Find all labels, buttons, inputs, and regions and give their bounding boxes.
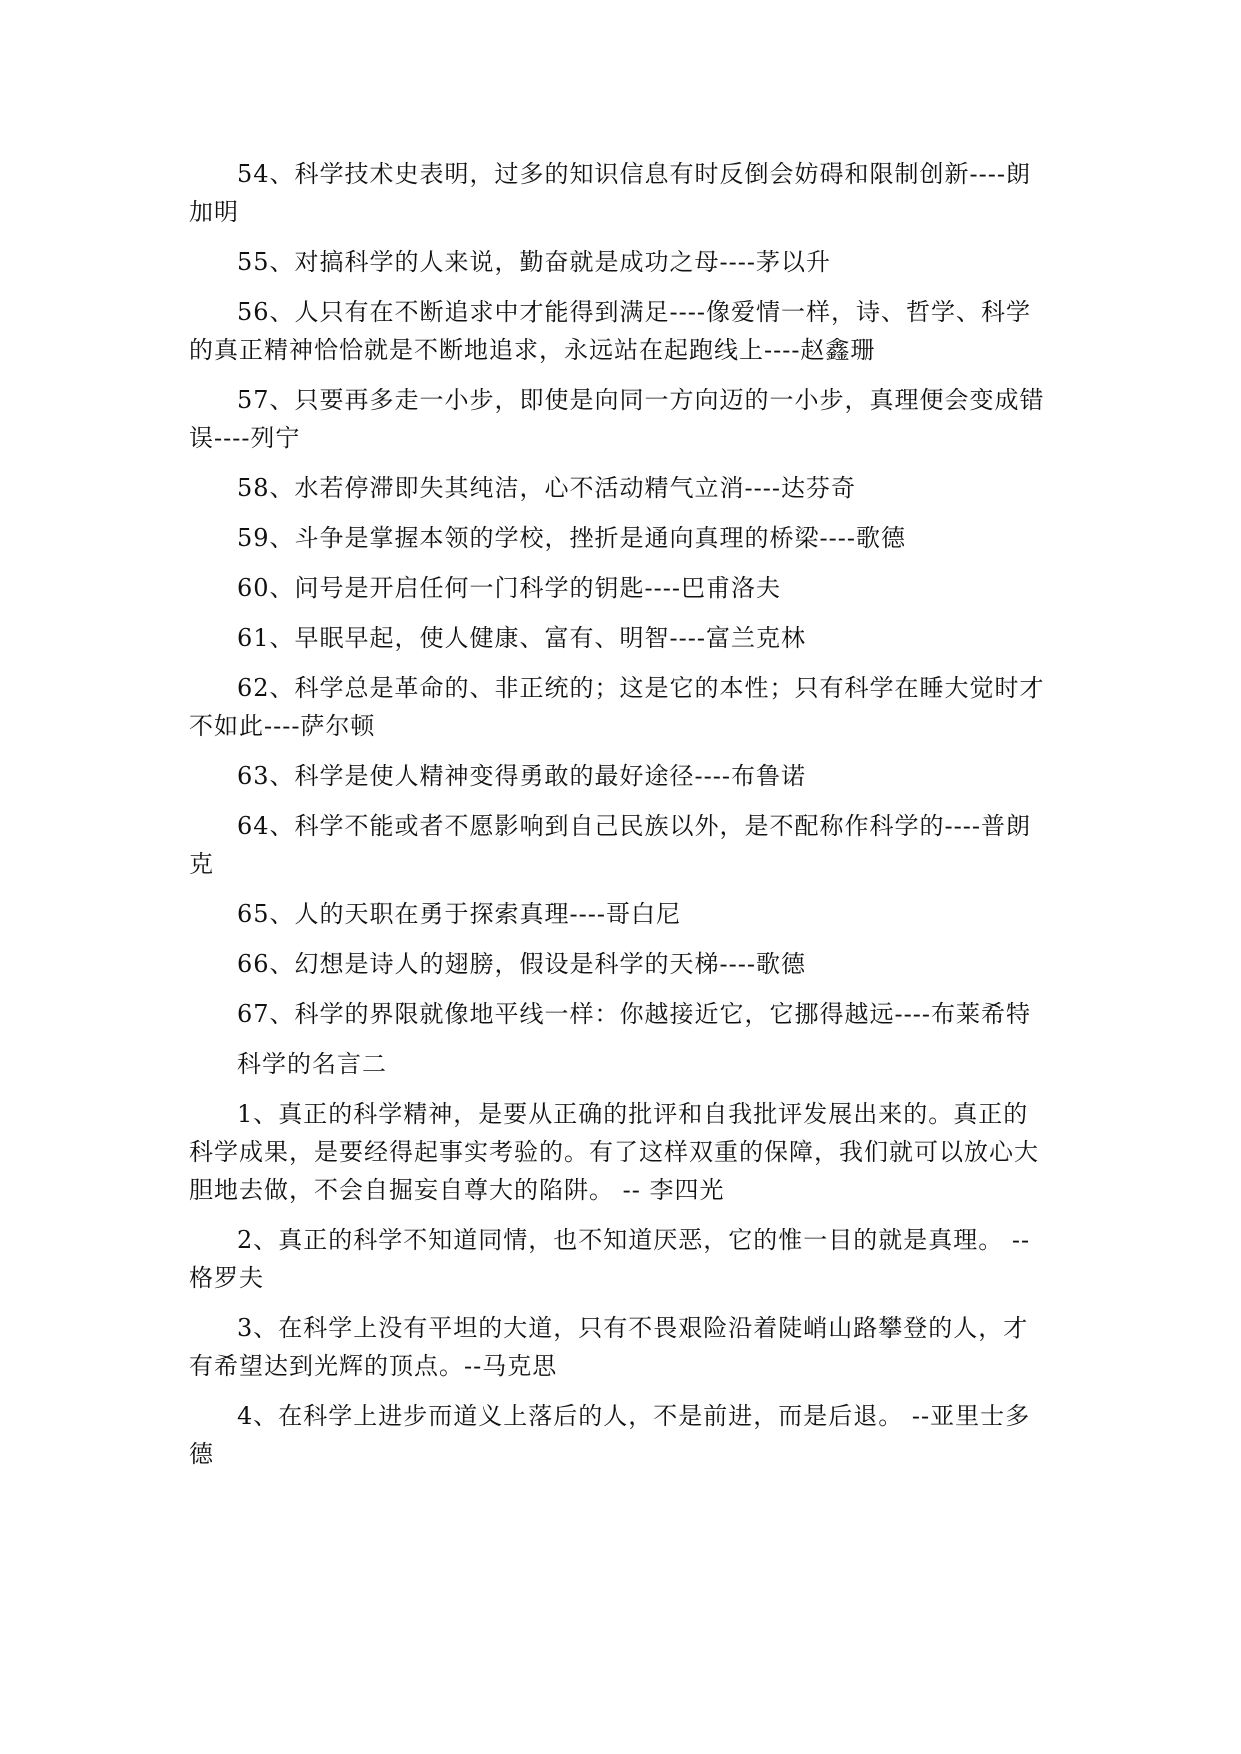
quote-paragraph: 65、人的天职在勇于探索真理----哥白尼 — [237, 900, 681, 928]
quote-paragraph: 63、科学是使人精神变得勇敢的最好途径----布鲁诺 — [237, 762, 806, 790]
quote-paragraph: 59、斗争是掌握本领的学校，挫折是通向真理的桥梁----歌德 — [237, 524, 906, 552]
quote-paragraph: 57、只要再多走一小步，即使是向同一方向迈的一小步，真理便会变成错误----列宁 — [189, 386, 1045, 452]
quote-paragraph: 2、真正的科学不知道同情，也不知道厌恶，它的惟一目的就是真理。 --格罗夫 — [189, 1226, 1031, 1292]
section-heading: 科学的名言二 — [237, 1050, 387, 1078]
document-body — [189, 155, 1051, 1485]
quote-paragraph: 62、科学总是革命的、非正统的；这是它的本性；只有科学在睡大觉时才不如此----萨尔顿 — [189, 674, 1045, 740]
quote-paragraph: 60、问号是开启任何一门科学的钥匙----巴甫洛夫 — [237, 574, 781, 602]
quote-paragraph: 58、水若停滞即失其纯洁，心不活动精气立消----达芬奇 — [237, 474, 856, 502]
quote-paragraph: 56、人只有在不断追求中才能得到满足----像爱情一样，诗、哲学、科学的真正精神恰恰就是不断地追求，永远站在起跑线上----赵鑫珊 — [189, 298, 1031, 364]
quote-paragraph: 64、科学不能或者不愿影响到自己民族以外，是不配称作科学的----普朗克 — [189, 812, 1031, 878]
quote-paragraph: 67、科学的界限就像地平线一样：你越接近它，它挪得越远----布莱希特 — [237, 1000, 1031, 1028]
quote-paragraph: 3、在科学上没有平坦的大道，只有不畏艰险沿着陡峭山路攀登的人，才有希望达到光辉的顶点。--马克思 — [189, 1314, 1029, 1380]
quote-paragraph: 66、幻想是诗人的翅膀，假设是科学的天梯----歌德 — [237, 950, 806, 978]
quote-paragraph: 55、对搞科学的人来说，勤奋就是成功之母----茅以升 — [237, 248, 831, 276]
quote-paragraph: 4、在科学上进步而道义上落后的人，不是前进，而是后退。 --亚里士多德 — [189, 1402, 1031, 1468]
quote-paragraph: 61、早眠早起，使人健康、富有、明智----富兰克林 — [237, 624, 806, 652]
quote-paragraph: 54、科学技术史表明，过多的知识信息有时反倒会妨碍和限制创新----朗加明 — [189, 160, 1031, 226]
quote-paragraph: 1、真正的科学精神，是要从正确的批评和自我批评发展出来的。真正的科学成果，是要经得起事实考验的。有了这样双重的保障，我们就可以放心大胆地去做，不会自掘妄自尊大的陷阱。 -- 李四光 — [189, 1100, 1039, 1204]
